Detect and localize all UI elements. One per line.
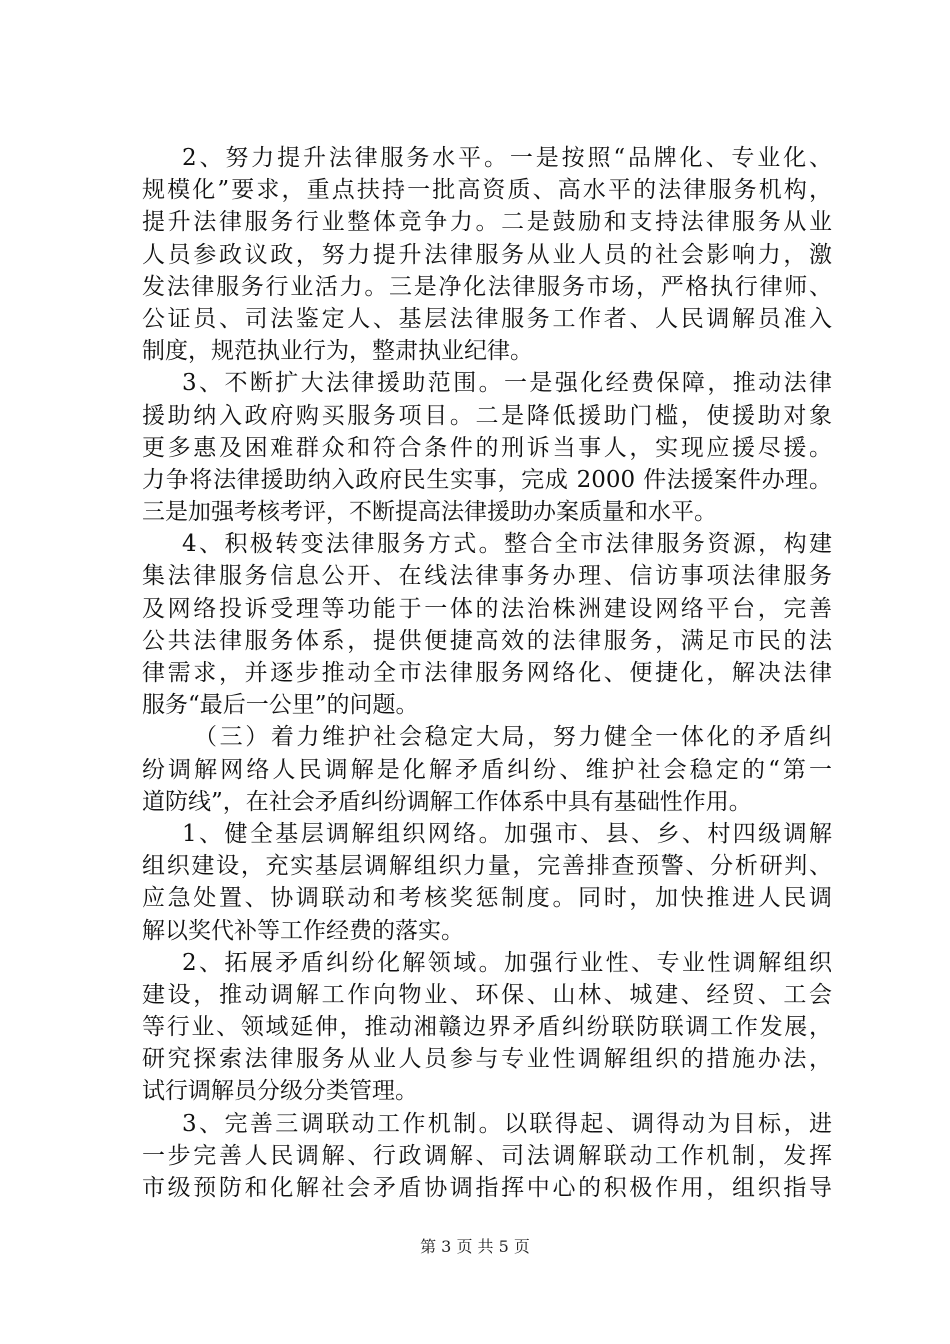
- section-heading-line: （三）着力维护社会稳定大局，努力健全一体化的矛盾纠: [194, 724, 832, 751]
- text-line: 规模化”要求，重点扶持一批高资质、高水平的法律服务机构，: [142, 177, 832, 204]
- text-line: 及网络投诉受理等功能于一体的法治株洲建设网络平台，完善: [142, 595, 832, 622]
- text-line: 研究探索法律服务从业人员参与专业性调解组织的措施办法，: [142, 1046, 832, 1073]
- text-line: 一步完善人民调解、行政调解、司法调解联动工作机制，发挥: [142, 1142, 832, 1169]
- document-body: [142, 142, 832, 1204]
- paragraph-heading-line: 3、不断扩大法律援助范围。一是强化经费保障，推动法律: [182, 370, 832, 397]
- page-footer: [0, 1236, 950, 1258]
- text-line: 更多惠及困难群众和符合条件的刑诉当事人，实现应援尽援。: [142, 434, 832, 461]
- text-line: 道防线”，在社会矛盾纠纷调解工作体系中具有基础性作用。: [142, 788, 752, 815]
- text-line: 人员参政议政，努力提升法律服务从业人员的社会影响力，激: [142, 241, 832, 268]
- paragraph-heading-line: 2、拓展矛盾纠纷化解领域。加强行业性、专业性调解组织: [182, 949, 832, 976]
- text-line: 援助纳入政府购买服务项目。二是降低援助门槛，使援助对象: [142, 402, 832, 429]
- text-line: 解以奖代补等工作经费的落实。: [142, 917, 464, 944]
- text-line: 试行调解员分级分类管理。: [142, 1078, 418, 1105]
- text-line: 制度，规范执业行为，整肃执业纪律。: [142, 338, 533, 365]
- text-line: 集法律服务信息公开、在线法律事务办理、信访事项法律服务: [142, 563, 832, 590]
- text-line: 律需求，并逐步推动全市法律服务网络化、便捷化，解决法律: [142, 660, 832, 686]
- text-line: 等行业、领域延伸，推动湘赣边界矛盾纠纷联防联调工作发展，: [142, 1014, 832, 1041]
- text-line: 公共法律服务体系，提供便捷高效的法律服务，满足市民的法: [142, 627, 832, 654]
- paragraph-heading-line: 1、健全基层调解组织网络。加强市、县、乡、村四级调解: [182, 820, 832, 847]
- paragraph-heading-line: 3、完善三调联动工作机制。以联得起、调得动为目标，进: [182, 1110, 832, 1137]
- text-line: 应急处置、协调联动和考核奖惩制度。同时，加快推进人民调: [142, 885, 832, 912]
- page-number: 第 3 页 共 5 页: [420, 1237, 530, 1256]
- text-line: 三是加强考核考评，不断提高法律援助办案质量和水平。: [142, 499, 717, 526]
- text-line: 建设，推动调解工作向物业、环保、山林、城建、经贸、工会: [142, 981, 832, 1008]
- text-line: 组织建设，充实基层调解组织力量，完善排查预警、分析研判、: [142, 853, 832, 880]
- text-line: 力争将法律援助纳入政府民生实事，完成 2000 件法援案件办理。: [142, 466, 832, 493]
- text-line: 发法律服务行业活力。三是净化法律服务市场，严格执行律师、: [142, 273, 832, 300]
- text-line: 公证员、司法鉴定人、基层法律服务工作者、人民调解员准入: [142, 305, 832, 332]
- paragraph-heading-line: 2、努力提升法律服务水平。一是按照“品牌化、专业化、: [182, 145, 832, 171]
- paragraph-heading-line: 4、积极转变法律服务方式。整合全市法律服务资源，构建: [182, 531, 832, 558]
- text-line: 服务“最后一公里”的问题。: [142, 692, 419, 719]
- text-line: 市级预防和化解社会矛盾协调指挥中心的积极作用，组织指导: [142, 1175, 832, 1201]
- text-line: 纷调解网络人民调解是化解矛盾纠纷、维护社会稳定的“第一: [142, 756, 832, 783]
- text-line: 提升法律服务行业整体竞争力。二是鼓励和支持法律服务从业: [142, 209, 832, 236]
